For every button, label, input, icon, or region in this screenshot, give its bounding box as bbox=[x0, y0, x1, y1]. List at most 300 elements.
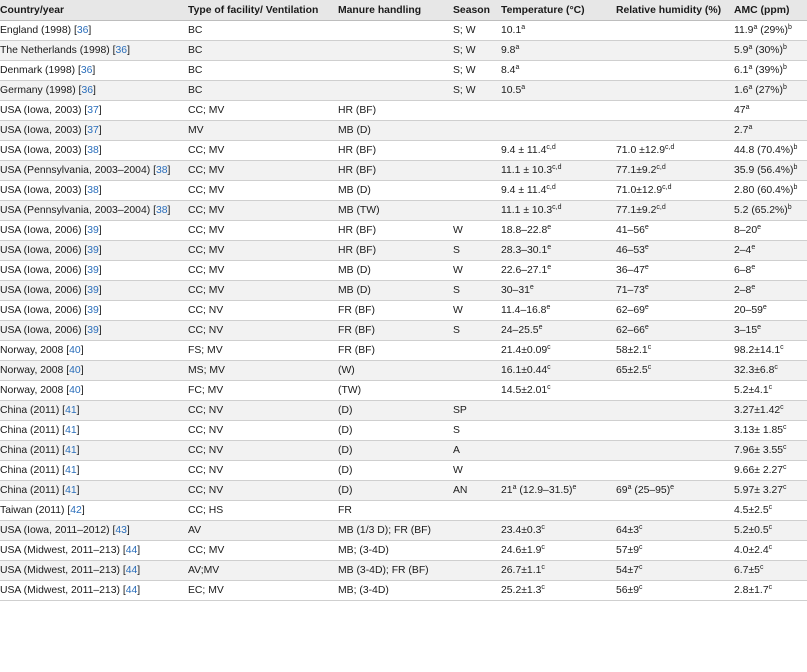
cell-humidity bbox=[616, 481, 734, 501]
cell-manure bbox=[338, 21, 453, 41]
table-header-row bbox=[0, 0, 807, 21]
cell-facility bbox=[188, 101, 338, 121]
season-text: W bbox=[453, 225, 463, 236]
reference-link[interactable]: 40 bbox=[69, 365, 81, 376]
season-text: S; W bbox=[453, 65, 476, 76]
cell-humidity bbox=[616, 401, 734, 421]
table-row bbox=[0, 141, 807, 161]
country-text-end: ] bbox=[98, 145, 102, 156]
cell-amc bbox=[734, 381, 807, 401]
table-row bbox=[0, 381, 807, 401]
amc-percent: (29%) bbox=[757, 25, 788, 36]
table-row bbox=[0, 361, 807, 381]
country-text-end: ] bbox=[76, 405, 80, 416]
cell-facility bbox=[188, 81, 338, 101]
country-text: England (1998) [ bbox=[0, 25, 77, 36]
reference-link[interactable]: 38 bbox=[155, 165, 168, 176]
reference-link[interactable]: 36 bbox=[81, 85, 93, 96]
cell-temperature bbox=[501, 161, 616, 181]
country-text: USA (Iowa, 2006) [ bbox=[0, 285, 88, 296]
country-text-end: ] bbox=[127, 45, 130, 56]
amc-value: 44.8 (70.4%) bbox=[734, 145, 794, 156]
cell-manure bbox=[338, 521, 453, 541]
country-text-end: ] bbox=[137, 565, 141, 576]
temperature-note: c,d bbox=[546, 144, 556, 151]
temperature-value: 10.5 bbox=[501, 85, 522, 96]
cell-manure bbox=[338, 561, 453, 581]
temperature-note: e bbox=[547, 244, 552, 251]
amc-note: a bbox=[748, 84, 753, 91]
cell-temperature bbox=[501, 241, 616, 261]
cell-country bbox=[0, 81, 188, 101]
amc-value: 5.97± 3.27 bbox=[734, 485, 784, 496]
reference-link[interactable]: 39 bbox=[87, 225, 99, 236]
cell-humidity bbox=[616, 161, 734, 181]
country-text-end: ] bbox=[98, 225, 102, 236]
reference-link[interactable]: 44 bbox=[125, 585, 138, 596]
cell-temperature bbox=[501, 581, 616, 601]
cell-manure bbox=[338, 501, 453, 521]
facility-text: BC bbox=[188, 65, 203, 76]
country-text: USA (Pennsylvania, 2003–2004) [ bbox=[0, 205, 156, 216]
cell-facility bbox=[188, 501, 338, 521]
manure-text: HR (BF) bbox=[338, 165, 377, 176]
amc-value: 32.3±6.8 bbox=[734, 365, 775, 376]
cell-country bbox=[0, 521, 188, 541]
reference-link[interactable]: 39 bbox=[87, 245, 99, 256]
humidity-note: c bbox=[639, 544, 643, 551]
humidity-value: 71.0 ±12.9 bbox=[616, 145, 666, 156]
amc-note: c bbox=[780, 404, 784, 411]
amc-percent: (30%) bbox=[752, 45, 783, 56]
cell-humidity bbox=[616, 441, 734, 461]
amc-value: 2–8 bbox=[734, 285, 752, 296]
country-text-end: ] bbox=[76, 465, 80, 476]
cell-facility bbox=[188, 581, 338, 601]
cell-season bbox=[453, 361, 501, 381]
manure-text: FR (BF) bbox=[338, 345, 375, 356]
table-row bbox=[0, 121, 807, 141]
cell-amc bbox=[734, 401, 807, 421]
cell-amc bbox=[734, 441, 807, 461]
cell-humidity bbox=[616, 341, 734, 361]
cell-manure bbox=[338, 441, 453, 461]
country-text-end: ] bbox=[76, 445, 80, 456]
cell-temperature bbox=[501, 541, 616, 561]
season-text: S; W bbox=[453, 85, 476, 96]
cell-country bbox=[0, 561, 188, 581]
humidity-note: e bbox=[644, 244, 649, 251]
cell-country bbox=[0, 341, 188, 361]
country-text: USA (Pennsylvania, 2003–2004) [ bbox=[0, 165, 156, 176]
humidity-value: 71–73 bbox=[616, 285, 645, 296]
amc-note: c bbox=[768, 384, 773, 391]
cell-facility bbox=[188, 21, 338, 41]
humidity-note: c,d bbox=[665, 144, 675, 151]
amc-percent-note: b bbox=[782, 64, 787, 71]
amc-value: 2–4 bbox=[734, 245, 752, 256]
cell-country bbox=[0, 301, 188, 321]
cell-facility bbox=[188, 261, 338, 281]
cell-facility bbox=[188, 241, 338, 261]
cell-humidity bbox=[616, 581, 734, 601]
country-text-end: ] bbox=[137, 545, 141, 556]
table-row bbox=[0, 261, 807, 281]
amc-note: e bbox=[762, 304, 767, 311]
cell-amc bbox=[734, 481, 807, 501]
cell-facility bbox=[188, 361, 338, 381]
facility-text: BC bbox=[188, 85, 203, 96]
temperature-value: 9.8 bbox=[501, 45, 516, 56]
amc-note: c bbox=[768, 504, 773, 511]
manure-text: HR (BF) bbox=[338, 145, 377, 156]
manure-text: HR (BF) bbox=[338, 245, 377, 256]
manure-text: MB (TW) bbox=[338, 205, 380, 216]
season-text: S bbox=[453, 285, 460, 296]
reference-link[interactable]: 43 bbox=[115, 525, 127, 536]
cell-facility bbox=[188, 381, 338, 401]
amc-note: b bbox=[793, 144, 798, 151]
cell-country bbox=[0, 401, 188, 421]
cell-manure bbox=[338, 261, 453, 281]
cell-season bbox=[453, 241, 501, 261]
season-text: SP bbox=[453, 405, 467, 416]
country-text: USA (Iowa, 2011–2012) [ bbox=[0, 525, 116, 536]
temperature-note: c,d bbox=[546, 184, 556, 191]
amc-note: c bbox=[780, 344, 784, 351]
cell-country bbox=[0, 281, 188, 301]
humidity-note: c bbox=[639, 584, 643, 591]
reference-link[interactable]: 36 bbox=[76, 25, 89, 36]
humidity-note: c,d bbox=[662, 184, 672, 191]
cell-season bbox=[453, 81, 501, 101]
cell-humidity bbox=[616, 541, 734, 561]
temperature-value: 30–31 bbox=[501, 285, 530, 296]
cell-amc bbox=[734, 341, 807, 361]
reference-link[interactable]: 38 bbox=[155, 205, 168, 216]
cell-amc bbox=[734, 121, 807, 141]
cell-season bbox=[453, 221, 501, 241]
reference-link[interactable]: 38 bbox=[87, 185, 99, 196]
country-text-end: ] bbox=[167, 165, 171, 176]
country-text: Norway, 2008 [ bbox=[0, 345, 70, 356]
table-row bbox=[0, 341, 807, 361]
country-text: USA (Iowa, 2006) [ bbox=[0, 325, 88, 336]
cell-amc bbox=[734, 261, 807, 281]
cell-country bbox=[0, 241, 188, 261]
country-text-end: ] bbox=[98, 125, 102, 136]
manure-text: (D) bbox=[338, 485, 353, 496]
manure-text: (TW) bbox=[338, 385, 362, 396]
cell-country bbox=[0, 61, 188, 81]
cell-humidity bbox=[616, 81, 734, 101]
cell-temperature bbox=[501, 441, 616, 461]
table-row bbox=[0, 321, 807, 341]
cell-humidity bbox=[616, 41, 734, 61]
season-text: S bbox=[453, 325, 460, 336]
cell-humidity bbox=[616, 21, 734, 41]
cell-amc bbox=[734, 521, 807, 541]
table-row bbox=[0, 21, 807, 41]
cell-amc bbox=[734, 461, 807, 481]
reference-link[interactable]: 39 bbox=[87, 265, 99, 276]
cell-country bbox=[0, 581, 188, 601]
amc-value: 5.2±4.1 bbox=[734, 385, 769, 396]
amc-note: a bbox=[748, 44, 753, 51]
manure-text: (W) bbox=[338, 365, 355, 376]
country-text-end: ] bbox=[88, 25, 92, 36]
reference-link[interactable]: 42 bbox=[70, 505, 82, 516]
cell-humidity bbox=[616, 361, 734, 381]
country-text: USA (Iowa, 2003) [ bbox=[0, 105, 88, 116]
reference-link[interactable]: 39 bbox=[87, 305, 99, 316]
amc-value: 2.7 bbox=[734, 125, 749, 136]
facility-text: CC; MV bbox=[188, 545, 225, 556]
temperature-value: 25.2±1.3 bbox=[501, 585, 542, 596]
temperature-note: c bbox=[541, 544, 545, 551]
table-row bbox=[0, 581, 807, 601]
temperature-note: c bbox=[547, 384, 551, 391]
cell-facility bbox=[188, 441, 338, 461]
amc-value: 3.27±1.42 bbox=[734, 405, 781, 416]
cell-manure bbox=[338, 481, 453, 501]
cell-amc bbox=[734, 321, 807, 341]
cell-facility bbox=[188, 461, 338, 481]
cell-temperature bbox=[501, 201, 616, 221]
temperature-note: a bbox=[515, 44, 520, 51]
humidity-note: c bbox=[647, 344, 652, 351]
humidity-note: c bbox=[647, 364, 652, 371]
cell-facility bbox=[188, 421, 338, 441]
cell-manure bbox=[338, 61, 453, 81]
cell-season bbox=[453, 201, 501, 221]
country-text: China (2011) [ bbox=[0, 425, 66, 436]
cell-season bbox=[453, 141, 501, 161]
cell-season bbox=[453, 521, 501, 541]
amc-note: e bbox=[751, 284, 756, 291]
amc-value: 4.5±2.5 bbox=[734, 505, 769, 516]
reference-link[interactable]: 38 bbox=[87, 145, 99, 156]
manure-text: MB (1/3 D); FR (BF) bbox=[338, 525, 431, 536]
cell-humidity bbox=[616, 221, 734, 241]
facility-text: CC; NV bbox=[188, 305, 224, 316]
amc-value: 7.96± 3.55 bbox=[734, 445, 784, 456]
amc-note: e bbox=[757, 324, 762, 331]
header-temperature: Temperature (°C) bbox=[501, 0, 616, 21]
manure-text: FR (BF) bbox=[338, 305, 375, 316]
cell-manure bbox=[338, 221, 453, 241]
cell-amc bbox=[734, 61, 807, 81]
season-text: S; W bbox=[453, 25, 476, 36]
temperature-value: 9.4 ± 11.4 bbox=[501, 145, 547, 156]
amc-value: 6–8 bbox=[734, 265, 752, 276]
cell-country bbox=[0, 461, 188, 481]
reference-link[interactable]: 39 bbox=[87, 325, 99, 336]
cell-humidity bbox=[616, 281, 734, 301]
country-text-end: ] bbox=[81, 505, 85, 516]
facility-text: CC; MV bbox=[188, 245, 225, 256]
cell-facility bbox=[188, 521, 338, 541]
amc-value: 5.2 (65.2%) bbox=[734, 205, 788, 216]
humidity-value: 77.1±9.2 bbox=[616, 205, 657, 216]
reference-link[interactable]: 40 bbox=[69, 345, 81, 356]
cell-facility bbox=[188, 481, 338, 501]
amc-value: 1.6 bbox=[734, 85, 749, 96]
table-row bbox=[0, 421, 807, 441]
table-row bbox=[0, 241, 807, 261]
cell-season bbox=[453, 441, 501, 461]
country-text: USA (Midwest, 2011–213) [ bbox=[0, 585, 126, 596]
season-text: W bbox=[453, 265, 463, 276]
temperature-note: c bbox=[547, 344, 551, 351]
cell-manure bbox=[338, 401, 453, 421]
cell-manure bbox=[338, 541, 453, 561]
cell-temperature bbox=[501, 21, 616, 41]
facility-text: CC; MV bbox=[188, 265, 225, 276]
humidity-value: 56±9 bbox=[616, 585, 640, 596]
manure-text: HR (BF) bbox=[338, 105, 377, 116]
facility-text: CC; HS bbox=[188, 505, 224, 516]
amc-note: c bbox=[768, 584, 773, 591]
country-text-end: ] bbox=[76, 485, 80, 496]
cell-season bbox=[453, 481, 501, 501]
amc-value: 2.80 (60.4%) bbox=[734, 185, 794, 196]
humidity-note: e bbox=[644, 324, 649, 331]
facility-text: MS; MV bbox=[188, 365, 225, 376]
humidity-range-note: e bbox=[670, 484, 675, 491]
amc-value: 5.9 bbox=[734, 45, 749, 56]
humidity-value: 69 bbox=[616, 485, 628, 496]
country-text: USA (Iowa, 2006) [ bbox=[0, 305, 88, 316]
country-text: Germany (1998) [ bbox=[0, 85, 82, 96]
temperature-value: 24.6±1.9 bbox=[501, 545, 542, 556]
cell-season bbox=[453, 561, 501, 581]
manure-text: (D) bbox=[338, 425, 353, 436]
cell-amc bbox=[734, 241, 807, 261]
cell-season bbox=[453, 121, 501, 141]
reference-link[interactable]: 41 bbox=[65, 445, 77, 456]
amc-note: c bbox=[783, 444, 787, 451]
table-row bbox=[0, 81, 807, 101]
reference-link[interactable]: 41 bbox=[65, 405, 77, 416]
reference-link[interactable]: 40 bbox=[69, 385, 81, 396]
facility-text: CC; MV bbox=[188, 285, 225, 296]
cell-humidity bbox=[616, 201, 734, 221]
amc-note: b bbox=[787, 204, 792, 211]
temperature-note: e bbox=[529, 284, 534, 291]
cell-amc bbox=[734, 181, 807, 201]
amc-note: a bbox=[745, 104, 750, 111]
temperature-note: c bbox=[541, 584, 545, 591]
facility-text: CC; NV bbox=[188, 445, 224, 456]
cell-amc bbox=[734, 201, 807, 221]
facility-text: AV bbox=[188, 525, 202, 536]
amc-note: c bbox=[768, 544, 773, 551]
amc-note: b bbox=[793, 184, 798, 191]
amc-value: 35.9 (56.4%) bbox=[734, 165, 794, 176]
cell-country bbox=[0, 481, 188, 501]
cell-country bbox=[0, 201, 188, 221]
reference-link[interactable]: 44 bbox=[125, 545, 138, 556]
temperature-note: e bbox=[538, 324, 543, 331]
cell-temperature bbox=[501, 341, 616, 361]
facility-text: CC; NV bbox=[188, 425, 224, 436]
amc-value: 8–20 bbox=[734, 225, 758, 236]
table-row bbox=[0, 61, 807, 81]
temperature-note: e bbox=[546, 304, 551, 311]
cell-temperature bbox=[501, 281, 616, 301]
amc-percent: (39%) bbox=[752, 65, 783, 76]
table-row bbox=[0, 221, 807, 241]
cell-humidity bbox=[616, 301, 734, 321]
cell-season bbox=[453, 321, 501, 341]
cell-amc bbox=[734, 101, 807, 121]
facility-text: FC; MV bbox=[188, 385, 224, 396]
humidity-range: (25–95) bbox=[631, 485, 671, 496]
temperature-note: a bbox=[512, 484, 517, 491]
temperature-note: c bbox=[541, 564, 545, 571]
humidity-value: 41–56 bbox=[616, 225, 645, 236]
country-text: USA (Iowa, 2006) [ bbox=[0, 245, 88, 256]
cell-humidity bbox=[616, 421, 734, 441]
temperature-value: 26.7±1.1 bbox=[501, 565, 542, 576]
country-text: USA (Iowa, 2006) [ bbox=[0, 225, 88, 236]
table-row bbox=[0, 401, 807, 421]
reference-link[interactable]: 41 bbox=[65, 485, 77, 496]
table-row bbox=[0, 561, 807, 581]
reference-link[interactable]: 41 bbox=[65, 425, 77, 436]
cell-temperature bbox=[501, 141, 616, 161]
reference-link[interactable]: 39 bbox=[87, 285, 99, 296]
humidity-value: 54±7 bbox=[616, 565, 640, 576]
country-text-end: ] bbox=[167, 205, 171, 216]
cell-facility bbox=[188, 141, 338, 161]
cell-season bbox=[453, 501, 501, 521]
amc-value: 20–59 bbox=[734, 305, 763, 316]
cell-temperature bbox=[501, 501, 616, 521]
reference-link[interactable]: 37 bbox=[87, 125, 99, 136]
reference-link[interactable]: 44 bbox=[125, 565, 138, 576]
reference-link[interactable]: 37 bbox=[87, 105, 99, 116]
cell-facility bbox=[188, 561, 338, 581]
country-text-end: ] bbox=[98, 245, 102, 256]
country-text-end: ] bbox=[92, 65, 96, 76]
country-text-end: ] bbox=[80, 365, 84, 376]
reference-link[interactable]: 41 bbox=[65, 465, 77, 476]
cell-facility bbox=[188, 541, 338, 561]
humidity-value: 65±2.5 bbox=[616, 365, 648, 376]
amc-value: 4.0±2.4 bbox=[734, 545, 769, 556]
cell-temperature bbox=[501, 521, 616, 541]
table-row bbox=[0, 301, 807, 321]
manure-text: HR (BF) bbox=[338, 225, 377, 236]
country-text-end: ] bbox=[98, 325, 102, 336]
season-text: S bbox=[453, 245, 460, 256]
country-text-end: ] bbox=[98, 265, 102, 276]
cell-country bbox=[0, 501, 188, 521]
cell-manure bbox=[338, 161, 453, 181]
country-text: USA (Iowa, 2003) [ bbox=[0, 125, 88, 136]
amc-percent-note: b bbox=[787, 24, 792, 31]
cell-season bbox=[453, 181, 501, 201]
reference-link[interactable]: 36 bbox=[115, 45, 128, 56]
humidity-note: c bbox=[639, 524, 643, 531]
temperature-value: 16.1±0.44 bbox=[501, 365, 548, 376]
cell-facility bbox=[188, 121, 338, 141]
reference-link[interactable]: 36 bbox=[80, 65, 93, 76]
facility-text: CC; NV bbox=[188, 405, 224, 416]
cell-temperature bbox=[501, 321, 616, 341]
